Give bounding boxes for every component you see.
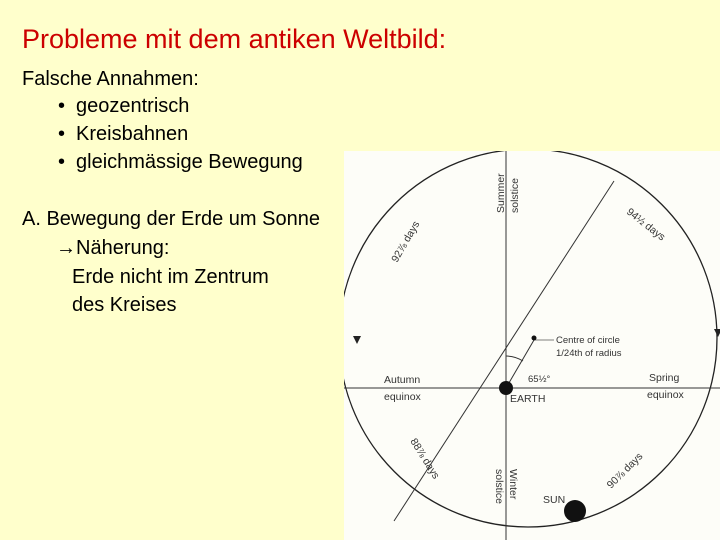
summer-label: Summer <box>495 173 507 213</box>
centre-ratio-label: 1/24th of radius <box>556 348 622 359</box>
approximation-line <box>56 237 169 260</box>
earth-label: EARTH <box>510 393 546 405</box>
approximation-desc-line1: Erde nicht im Zentrum <box>72 266 269 288</box>
spring-label: Spring <box>649 372 680 384</box>
winter-solstice-label: solstice <box>493 469 505 505</box>
assumption-label: geozentrisch <box>76 95 190 117</box>
angle-label: 65½° <box>528 374 551 385</box>
assumption-label: Kreisbahnen <box>76 123 189 145</box>
approximation-desc-line2: des Kreises <box>72 294 177 316</box>
autumn-label: Autumn <box>384 374 421 386</box>
bullet: • <box>58 151 66 173</box>
days-bottom-right: 90⅞ days <box>604 450 646 492</box>
days-top-right: 94½ days <box>624 205 668 244</box>
approximation-label: Näherung: <box>76 237 170 259</box>
orbit-direction-arrow-left <box>353 336 361 344</box>
days-top-left: 92⅞ days <box>389 219 423 265</box>
point-a-heading: A. Bewegung der Erde um Sonne <box>22 208 320 230</box>
sun-dot <box>564 500 586 522</box>
orbit-svg <box>344 151 720 540</box>
earth-orbit-diagram <box>344 151 720 540</box>
slide-title: Probleme mit dem antiken Weltbild: <box>22 24 447 54</box>
bullet: • <box>58 123 66 145</box>
orbit-circle <box>344 151 717 527</box>
angle-arc <box>506 356 523 361</box>
summer-solstice-label: solstice <box>509 177 521 213</box>
autumn-equinox-label: equinox <box>384 391 421 403</box>
assumptions-heading: Falsche Annahmen: <box>22 68 199 90</box>
centre-label: Centre of circle <box>556 335 620 346</box>
assumption-item-circular-orbits <box>58 123 188 146</box>
arrow-right-icon: → <box>56 237 76 259</box>
assumption-item-geocentric <box>58 95 189 118</box>
winter-label: Winter <box>507 469 519 500</box>
bullet: • <box>58 95 66 117</box>
days-bottom-left: 88⅞ days <box>407 436 442 482</box>
spring-equinox-label: equinox <box>647 389 684 401</box>
assumption-label: gleichmässige Bewegung <box>76 151 303 173</box>
assumption-item-uniform-motion <box>58 151 303 174</box>
circle-centre-dot <box>532 336 537 341</box>
sun-label: SUN <box>543 494 566 506</box>
